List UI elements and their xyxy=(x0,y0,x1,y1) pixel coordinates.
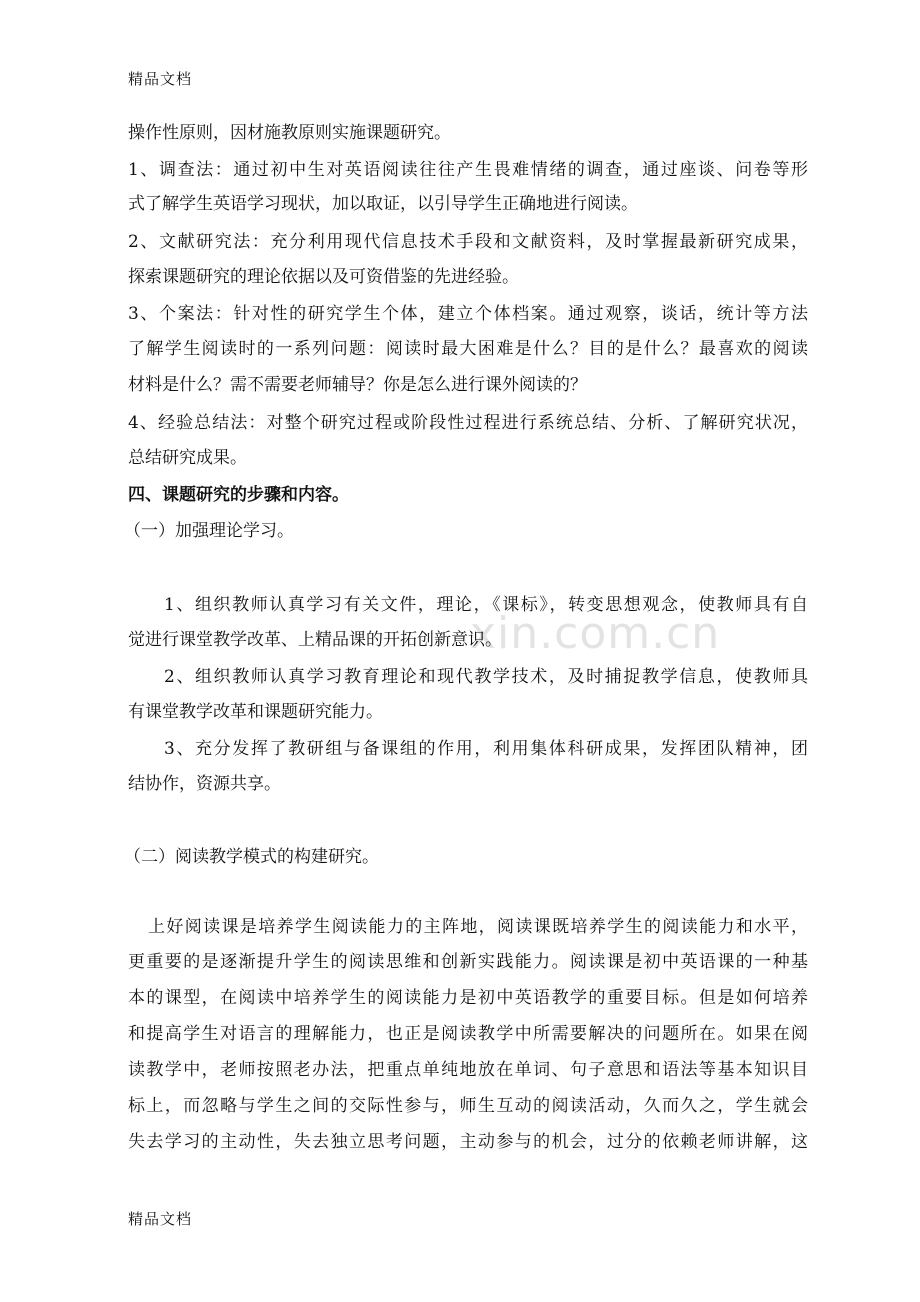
paragraph-line: 更重要的是逐渐提升学生的阅读思维和创新实践能力。阅读课是初中英语课的一种基 xyxy=(128,952,808,972)
paragraph-line: 和提高学生对语言的理解能力，也正是阅读教学中所需要解决的问题所在。如果在阅 xyxy=(128,1024,808,1044)
paragraph-line: 探索课题研究的理论依据以及可资借鉴的先进经验。 xyxy=(128,267,519,287)
subsection-heading: （二）阅读教学模式的构建研究。 xyxy=(124,847,379,867)
paragraph-line: 3、充分发挥了教研组与备课组的作用，利用集体科研成果，发挥团队精神，团 xyxy=(164,739,808,759)
paragraph-line: 3、个案法：针对性的研究学生个体，建立个体档案。通过观察，谈话，统计等方法 xyxy=(128,304,808,324)
paragraph-line: 读教学中，老师按照老办法，把重点单纯地放在单词、句子意思和语法等基本知识目 xyxy=(128,1060,808,1080)
paragraph-line: 4、经验总结法：对整个研究过程或阶段性过程进行系统总结、分析、了解研究状况， xyxy=(128,413,808,433)
paragraph-line: 失去学习的主动性，失去独立思考问题，主动参与的机会，过分的依赖老师讲解，这 xyxy=(128,1132,808,1152)
paragraph-line: 上好阅读课是培养学生阅读能力的主阵地，阅读课既培养学生的阅读能力和水平， xyxy=(148,917,808,937)
page-footer: 精品文档 xyxy=(128,1210,193,1228)
paragraph-line: 式了解学生英语学习现状，加以取证，以引导学生正确地进行阅读。 xyxy=(128,194,638,214)
paragraph-line: 总结研究成果。 xyxy=(128,448,247,468)
section-heading: 四、课题研究的步骤和内容。 xyxy=(128,485,349,505)
paragraph-line: 1、组织教师认真学习有关文件，理论，《课标》，转变思想观念，使教师具有自 xyxy=(164,595,808,615)
paragraph-line: 有课堂教学改革和课题研究能力。 xyxy=(128,702,383,722)
paragraph-line: 了解学生阅读时的一系列问题：阅读时最大困难是什么？目的是什么？最喜欢的阅读 xyxy=(128,339,808,359)
paragraph-line: 标上，而忽略与学生之间的交际性参与，师生互动的阅读活动，久而久之，学生就会 xyxy=(128,1096,808,1116)
paragraph-line: 结协作，资源共享。 xyxy=(128,774,281,794)
paragraph-line: 觉进行课堂教学改革、上精品课的开拓创新意识。 xyxy=(128,630,502,650)
paragraph-line: 2、组织教师认真学习教育理论和现代教学技术，及时捕捉教学信息，使教师具 xyxy=(164,667,808,687)
page-header: 精品文档 xyxy=(128,70,193,88)
paragraph-line: 材料是什么？需不需要老师辅导？你是怎么进行课外阅读的？ xyxy=(128,375,587,395)
subsection-heading: （一）加强理论学习。 xyxy=(124,521,294,541)
watermark: xin.com.cn xyxy=(470,608,721,659)
paragraph-line: 2、文献研究法：充分利用现代信息技术手段和文献资料，及时掌握最新研究成果， xyxy=(128,232,808,252)
paragraph-line: 操作性原则，因材施教原则实施课题研究。 xyxy=(128,123,451,143)
paragraph-line: 本的课型，在阅读中培养学生的阅读能力是初中英语教学的重要目标。但是如何培养 xyxy=(128,988,808,1008)
paragraph-line: 1、调查法：通过初中生对英语阅读往往产生畏难情绪的调查，通过座谈、问卷等形 xyxy=(128,160,808,180)
